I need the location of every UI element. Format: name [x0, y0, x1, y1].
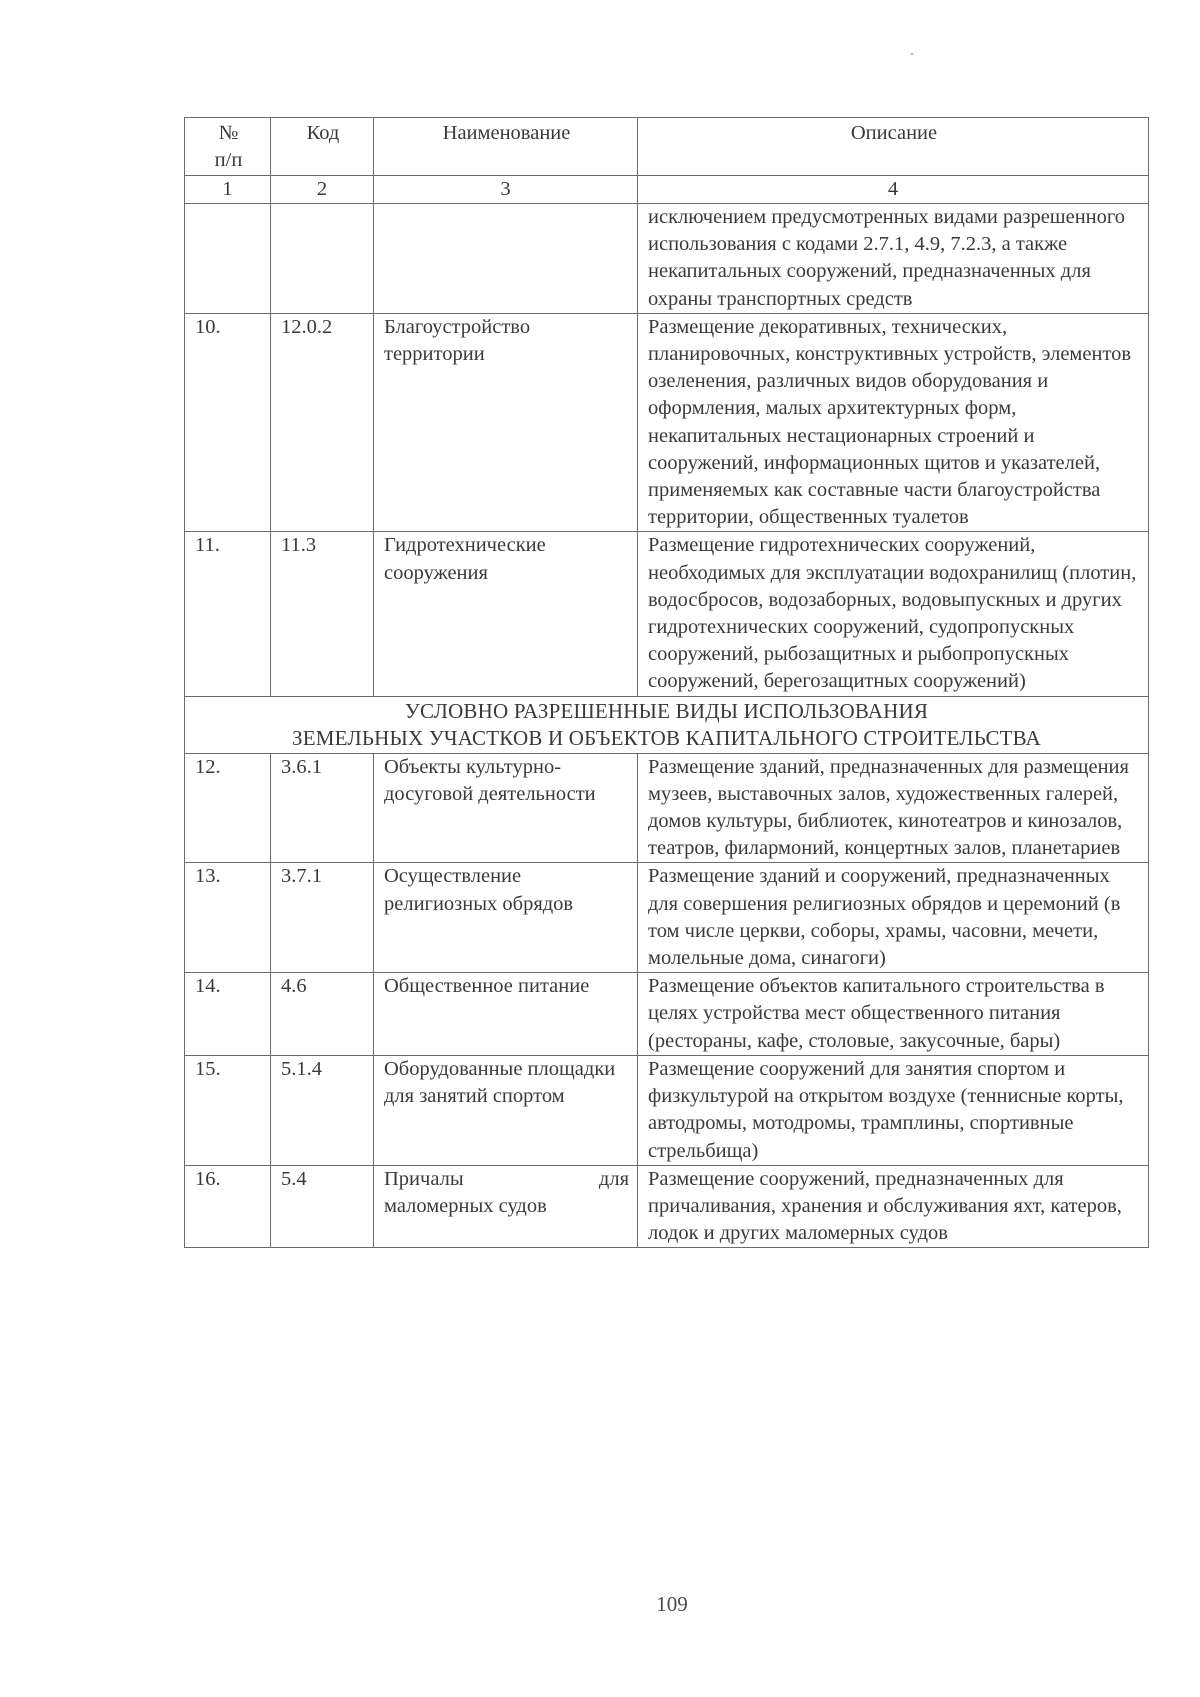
section-heading-row — [185, 696, 1149, 753]
cell-name — [374, 1165, 638, 1248]
cell-code: 3.7.1 — [271, 863, 374, 973]
cell-description: Размещение зданий и сооружений, предназначенных для совершения религиозных обрядов и церемоний (в том числе церкви, соборы, храмы, часовни, мечети, молельные дома, синагоги) — [638, 863, 1149, 973]
header-name: Наименование — [374, 118, 638, 176]
header-code: Код — [271, 118, 374, 176]
cell-num — [185, 204, 271, 314]
cell-description: Размещение сооружений для занятия спортом и физкультурой на открытом воздухе (теннисные корты, автодромы, мотодромы, трамплины, спортивные стрельбища) — [638, 1055, 1149, 1165]
cell-name: Осуществление религиозных обрядов — [374, 863, 638, 973]
cell-name: Объекты культурно-досуговой деятельности — [374, 753, 638, 863]
table-row — [185, 973, 1149, 1056]
cell-name — [374, 204, 638, 314]
cell-description: Размещение декоративных, технических, планировочных, конструктивных устройств, элементов озеленения, различных видов оборудования и оформления, малых архитектурных форм, некапитальных нестационарных строений и сооружений, информационных щитов и указателей, применяемых как составные части благоустройства территории, общественных туалетов — [638, 313, 1149, 532]
table-row — [185, 753, 1149, 863]
header-number-label: № п/п — [214, 122, 243, 171]
cell-num: 12. — [185, 753, 271, 863]
cell-code — [271, 204, 374, 314]
cell-name-first-line — [384, 1166, 629, 1193]
cell-name-word: для — [598, 1167, 629, 1190]
cell-code: 5.4 — [271, 1165, 374, 1248]
cell-description: Размещение гидротехнических сооружений, необходимых для эксплуатации водохранилищ (плотин, водосбросов, водозаборных, водовыпускных и других гидротехнических сооружений, судопропускных сооружений, рыбозащитных и рыбопропускных сооружений, берегозащитных сооружений) — [638, 532, 1149, 696]
cell-description: Размещение сооружений, предназначенных для причаливания, хранения и обслуживания яхт, катеров, лодок и других маломерных судов — [638, 1165, 1149, 1248]
cell-name: Гидротехнические сооружения — [374, 532, 638, 696]
page-number: 109 — [656, 1592, 688, 1616]
cell-num: 13. — [185, 863, 271, 973]
header-number — [185, 118, 271, 176]
cell-code: 3.6.1 — [271, 753, 374, 863]
table-row — [185, 863, 1149, 973]
cell-num: 10. — [185, 313, 271, 532]
cell-num: 15. — [185, 1055, 271, 1165]
table-row — [185, 1165, 1149, 1248]
cell-code: 12.0.2 — [271, 313, 374, 532]
table-row — [185, 313, 1149, 532]
cell-code: 11.3 — [271, 532, 374, 696]
table-header-row — [185, 118, 1149, 176]
table-row — [185, 532, 1149, 696]
cell-num: 14. — [185, 973, 271, 1056]
column-number-2: 2 — [271, 176, 374, 204]
cell-description: Размещение зданий, предназначенных для размещения музеев, выставочных залов, художественных галерей, домов культуры, библиотек, кинотеатров и кинозалов, театров, филармоний, концертных залов, планетариев — [638, 753, 1149, 863]
cell-name: Благоустройство территории — [374, 313, 638, 532]
table-row — [185, 1055, 1149, 1165]
column-number-1: 1 — [185, 176, 271, 204]
table-row-continuation — [185, 204, 1149, 314]
cell-code: 5.1.4 — [271, 1055, 374, 1165]
section-heading — [185, 696, 1149, 753]
cell-description: Размещение объектов капитального строительства в целях устройства мест общественного питания (рестораны, кафе, столовые, закусочные, бары) — [638, 973, 1149, 1056]
section-heading-line-2: ЗЕМЕЛЬНЫХ УЧАСТКОВ И ОБЪЕКТОВ КАПИТАЛЬНОГО СТРОИТЕЛЬСТВА — [292, 725, 1041, 750]
cell-num: 16. — [185, 1165, 271, 1248]
cell-num: 11. — [185, 532, 271, 696]
column-number-row — [185, 176, 1149, 204]
cell-name-word: Причалы — [384, 1167, 464, 1190]
header-description: Описание — [638, 118, 1149, 176]
cell-name: Оборудованные площадки для занятий спортом — [374, 1055, 638, 1165]
scan-speck — [911, 53, 913, 55]
column-number-4: 4 — [638, 176, 1149, 204]
section-heading-line-1: УСЛОВНО РАЗРЕШЕННЫЕ ВИДЫ ИСПОЛЬЗОВАНИЯ — [404, 698, 929, 723]
column-number-3: 3 — [374, 176, 638, 204]
cell-code: 4.6 — [271, 973, 374, 1056]
cell-name: Общественное питание — [374, 973, 638, 1056]
land-use-table — [184, 117, 1149, 1248]
cell-description: исключением предусмотренных видами разрешенного использования с кодами 2.7.1, 4.9, 7.2.3, а также некапитальных сооружений, предназначенных для охраны транспортных средств — [638, 204, 1149, 314]
cell-name-second-line: маломерных судов — [384, 1194, 547, 1217]
